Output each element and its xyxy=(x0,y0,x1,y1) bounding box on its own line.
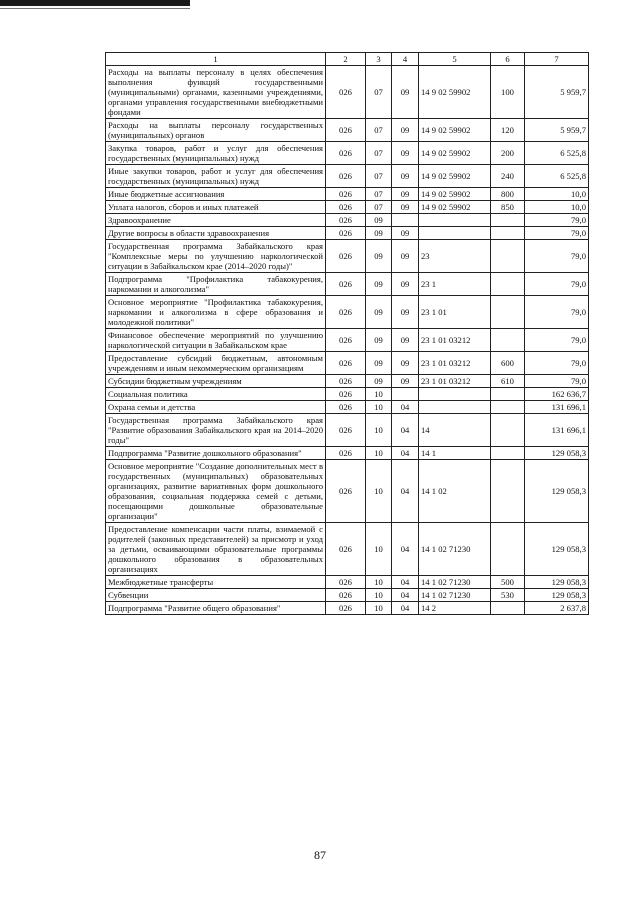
subsection-cell: 09 xyxy=(392,296,419,329)
amount-cell: 2 637,8 xyxy=(525,602,589,615)
column-header: 6 xyxy=(491,53,525,66)
admin-code-cell: 026 xyxy=(326,375,366,388)
target-article-cell: 23 1 01 03212 xyxy=(419,329,491,352)
subsection-cell: 09 xyxy=(392,119,419,142)
section-cell: 09 xyxy=(366,227,392,240)
expense-type-cell xyxy=(491,296,525,329)
subsection-cell: 09 xyxy=(392,201,419,214)
row-name-cell: Финансовое обеспечение мероприятий по улучшению наркологической ситуации в Забайкальском крае xyxy=(106,329,326,352)
row-name-cell: Расходы на выплаты персоналу государственных (муниципальных) органов xyxy=(106,119,326,142)
amount-cell: 79,0 xyxy=(525,375,589,388)
admin-code-cell: 026 xyxy=(326,447,366,460)
column-header: 3 xyxy=(366,53,392,66)
subsection-cell: 09 xyxy=(392,66,419,119)
target-article-cell: 14 9 02 59902 xyxy=(419,119,491,142)
target-article-cell: 14 1 xyxy=(419,447,491,460)
section-cell: 07 xyxy=(366,119,392,142)
target-article-cell: 14 1 02 71230 xyxy=(419,576,491,589)
table-row xyxy=(106,414,589,447)
row-name-cell: Государственная программа Забайкальского края "Развитие образования Забайкальского края на 2014–2020 годы" xyxy=(106,414,326,447)
admin-code-cell: 026 xyxy=(326,66,366,119)
admin-code-cell: 026 xyxy=(326,329,366,352)
admin-code-cell: 026 xyxy=(326,401,366,414)
row-name-cell: Иные бюджетные ассигнования xyxy=(106,188,326,201)
column-header: 7 xyxy=(525,53,589,66)
subsection-cell: 04 xyxy=(392,447,419,460)
target-article-cell xyxy=(419,227,491,240)
amount-cell: 79,0 xyxy=(525,273,589,296)
expense-type-cell xyxy=(491,401,525,414)
amount-cell: 129 058,3 xyxy=(525,523,589,576)
expense-type-cell: 100 xyxy=(491,66,525,119)
subsection-cell: 09 xyxy=(392,142,419,165)
target-article-cell: 14 9 02 59902 xyxy=(419,201,491,214)
section-cell: 09 xyxy=(366,296,392,329)
target-article-cell: 14 9 02 59902 xyxy=(419,165,491,188)
row-name-cell: Основное мероприятие "Профилактика табакокурения, наркомании и алкоголизма в сфере образования и молодежной политики" xyxy=(106,296,326,329)
section-cell: 10 xyxy=(366,401,392,414)
section-cell: 09 xyxy=(366,214,392,227)
admin-code-cell: 026 xyxy=(326,227,366,240)
table-row xyxy=(106,589,589,602)
table-row xyxy=(106,460,589,523)
amount-cell: 79,0 xyxy=(525,329,589,352)
target-article-cell: 14 9 02 59902 xyxy=(419,142,491,165)
subsection-cell: 09 xyxy=(392,227,419,240)
section-cell: 07 xyxy=(366,201,392,214)
expense-type-cell: 850 xyxy=(491,201,525,214)
section-cell: 09 xyxy=(366,240,392,273)
expense-type-cell xyxy=(491,388,525,401)
amount-cell: 6 525,8 xyxy=(525,165,589,188)
row-name-cell: Уплата налогов, сборов и иных платежей xyxy=(106,201,326,214)
admin-code-cell: 026 xyxy=(326,589,366,602)
row-name-cell: Субсидии бюджетным учреждениям xyxy=(106,375,326,388)
table-row xyxy=(106,119,589,142)
section-cell: 10 xyxy=(366,576,392,589)
admin-code-cell: 026 xyxy=(326,165,366,188)
scan-edge-bar xyxy=(0,0,190,6)
section-cell: 07 xyxy=(366,188,392,201)
row-name-cell: Подпрограмма "Развитие общего образования" xyxy=(106,602,326,615)
table-row xyxy=(106,401,589,414)
subsection-cell: 09 xyxy=(392,329,419,352)
amount-cell: 79,0 xyxy=(525,296,589,329)
table-row xyxy=(106,201,589,214)
section-cell: 10 xyxy=(366,523,392,576)
scan-edge-line xyxy=(0,8,190,9)
table-row xyxy=(106,329,589,352)
page-number: 87 xyxy=(314,848,326,862)
target-article-cell: 14 9 02 59902 xyxy=(419,188,491,201)
amount-cell: 79,0 xyxy=(525,240,589,273)
expense-type-cell xyxy=(491,227,525,240)
admin-code-cell: 026 xyxy=(326,201,366,214)
target-article-cell: 14 xyxy=(419,414,491,447)
subsection-cell: 09 xyxy=(392,165,419,188)
table-row xyxy=(106,352,589,375)
subsection-cell: 04 xyxy=(392,589,419,602)
subsection-cell xyxy=(392,388,419,401)
expense-type-cell xyxy=(491,214,525,227)
expense-type-cell: 120 xyxy=(491,119,525,142)
amount-cell: 6 525,8 xyxy=(525,142,589,165)
target-article-cell: 23 1 01 xyxy=(419,296,491,329)
amount-cell: 10,0 xyxy=(525,188,589,201)
amount-cell: 129 058,3 xyxy=(525,447,589,460)
row-name-cell: Охрана семьи и детства xyxy=(106,401,326,414)
row-name-cell: Государственная программа Забайкальского края "Комплексные меры по улучшению наркологической ситуации в Забайкальском крае (2014–2020 годы)" xyxy=(106,240,326,273)
expense-type-cell: 200 xyxy=(491,142,525,165)
section-cell: 09 xyxy=(366,273,392,296)
row-name-cell: Субвенции xyxy=(106,589,326,602)
section-cell: 07 xyxy=(366,165,392,188)
subsection-cell: 09 xyxy=(392,273,419,296)
amount-cell: 129 058,3 xyxy=(525,460,589,523)
table-row xyxy=(106,523,589,576)
admin-code-cell: 026 xyxy=(326,188,366,201)
amount-cell: 129 058,3 xyxy=(525,576,589,589)
table-row xyxy=(106,214,589,227)
admin-code-cell: 026 xyxy=(326,352,366,375)
table-header-row xyxy=(106,53,589,66)
row-name-cell: Подпрограмма "Профилактика табакокурения, наркомании и алкоголизма" xyxy=(106,273,326,296)
target-article-cell: 14 1 02 71230 xyxy=(419,523,491,576)
admin-code-cell: 026 xyxy=(326,414,366,447)
amount-cell: 79,0 xyxy=(525,352,589,375)
table-row xyxy=(106,227,589,240)
expense-type-cell xyxy=(491,523,525,576)
expense-type-cell xyxy=(491,329,525,352)
amount-cell: 5 959,7 xyxy=(525,119,589,142)
target-article-cell xyxy=(419,214,491,227)
admin-code-cell: 026 xyxy=(326,119,366,142)
admin-code-cell: 026 xyxy=(326,523,366,576)
target-article-cell xyxy=(419,388,491,401)
amount-cell: 162 636,7 xyxy=(525,388,589,401)
target-article-cell: 23 1 01 03212 xyxy=(419,352,491,375)
row-name-cell: Закупка товаров, работ и услуг для обеспечения государственных (муниципальных) нужд xyxy=(106,142,326,165)
section-cell: 10 xyxy=(366,388,392,401)
row-name-cell: Социальная политика xyxy=(106,388,326,401)
amount-cell: 5 959,7 xyxy=(525,66,589,119)
expense-type-cell xyxy=(491,273,525,296)
table-row xyxy=(106,602,589,615)
expense-type-cell xyxy=(491,460,525,523)
target-article-cell: 23 1 01 03212 xyxy=(419,375,491,388)
table-row xyxy=(106,375,589,388)
column-header: 2 xyxy=(326,53,366,66)
subsection-cell: 04 xyxy=(392,460,419,523)
row-name-cell: Другие вопросы в области здравоохранения xyxy=(106,227,326,240)
table-row xyxy=(106,66,589,119)
target-article-cell: 23 xyxy=(419,240,491,273)
subsection-cell: 09 xyxy=(392,188,419,201)
budget-table xyxy=(105,52,589,615)
expense-type-cell: 500 xyxy=(491,576,525,589)
section-cell: 10 xyxy=(366,589,392,602)
table-row xyxy=(106,142,589,165)
admin-code-cell: 026 xyxy=(326,460,366,523)
table-row xyxy=(106,576,589,589)
admin-code-cell: 026 xyxy=(326,602,366,615)
amount-cell: 131 696,1 xyxy=(525,401,589,414)
row-name-cell: Основное мероприятие "Создание дополнительных мест в государственных (муниципальных) образовательных организациях, развитие вариативных форм дошкольного образования, социальная поддержка семей с детьми, посещающими дошкольные образовательные организации" xyxy=(106,460,326,523)
admin-code-cell: 026 xyxy=(326,142,366,165)
row-name-cell: Предоставление субсидий бюджетным, автономным учреждениям и иным некоммерческим организациям xyxy=(106,352,326,375)
subsection-cell: 04 xyxy=(392,414,419,447)
row-name-cell: Здравоохранение xyxy=(106,214,326,227)
amount-cell: 79,0 xyxy=(525,214,589,227)
target-article-cell xyxy=(419,401,491,414)
table-row xyxy=(106,165,589,188)
table-row xyxy=(106,188,589,201)
row-name-cell: Предоставление компенсации части платы, взимаемой с родителей (законных представителей) за присмотр и уход за детьми, осваивающими образовательные программы дошкольного образования в образовательных организациях xyxy=(106,523,326,576)
expense-type-cell xyxy=(491,602,525,615)
target-article-cell: 14 1 02 71230 xyxy=(419,589,491,602)
table-row xyxy=(106,447,589,460)
column-header: 5 xyxy=(419,53,491,66)
subsection-cell: 09 xyxy=(392,375,419,388)
expense-type-cell: 600 xyxy=(491,352,525,375)
expense-type-cell: 240 xyxy=(491,165,525,188)
expense-type-cell xyxy=(491,240,525,273)
amount-cell: 10,0 xyxy=(525,201,589,214)
section-cell: 07 xyxy=(366,66,392,119)
expense-type-cell: 610 xyxy=(491,375,525,388)
row-name-cell: Иные закупки товаров, работ и услуг для обеспечения государственных (муниципальных) нужд xyxy=(106,165,326,188)
target-article-cell: 14 2 xyxy=(419,602,491,615)
subsection-cell: 09 xyxy=(392,240,419,273)
subsection-cell: 09 xyxy=(392,352,419,375)
admin-code-cell: 026 xyxy=(326,388,366,401)
amount-cell: 129 058,3 xyxy=(525,589,589,602)
admin-code-cell: 026 xyxy=(326,296,366,329)
subsection-cell: 04 xyxy=(392,523,419,576)
table-row xyxy=(106,273,589,296)
subsection-cell: 04 xyxy=(392,401,419,414)
section-cell: 09 xyxy=(366,329,392,352)
target-article-cell: 14 9 02 59902 xyxy=(419,66,491,119)
target-article-cell: 14 1 02 xyxy=(419,460,491,523)
admin-code-cell: 026 xyxy=(326,240,366,273)
section-cell: 10 xyxy=(366,447,392,460)
section-cell: 10 xyxy=(366,460,392,523)
column-header: 1 xyxy=(106,53,326,66)
subsection-cell: 04 xyxy=(392,602,419,615)
row-name-cell: Расходы на выплаты персоналу в целях обеспечения выполнения функций государственными (муниципальными) органами, казенными учреждениями, органами управления государственными внебюджетными фондами xyxy=(106,66,326,119)
amount-cell: 79,0 xyxy=(525,227,589,240)
admin-code-cell: 026 xyxy=(326,214,366,227)
table-row xyxy=(106,296,589,329)
target-article-cell: 23 1 xyxy=(419,273,491,296)
expense-type-cell: 530 xyxy=(491,589,525,602)
section-cell: 10 xyxy=(366,414,392,447)
row-name-cell: Подпрограмма "Развитие дошкольного образования" xyxy=(106,447,326,460)
section-cell: 09 xyxy=(366,352,392,375)
amount-cell: 131 696,1 xyxy=(525,414,589,447)
section-cell: 09 xyxy=(366,375,392,388)
expense-type-cell xyxy=(491,447,525,460)
table-row xyxy=(106,388,589,401)
column-header: 4 xyxy=(392,53,419,66)
expense-type-cell xyxy=(491,414,525,447)
subsection-cell xyxy=(392,214,419,227)
expense-type-cell: 800 xyxy=(491,188,525,201)
row-name-cell: Межбюджетные трансферты xyxy=(106,576,326,589)
subsection-cell: 04 xyxy=(392,576,419,589)
section-cell: 10 xyxy=(366,602,392,615)
section-cell: 07 xyxy=(366,142,392,165)
admin-code-cell: 026 xyxy=(326,576,366,589)
table-row xyxy=(106,240,589,273)
admin-code-cell: 026 xyxy=(326,273,366,296)
